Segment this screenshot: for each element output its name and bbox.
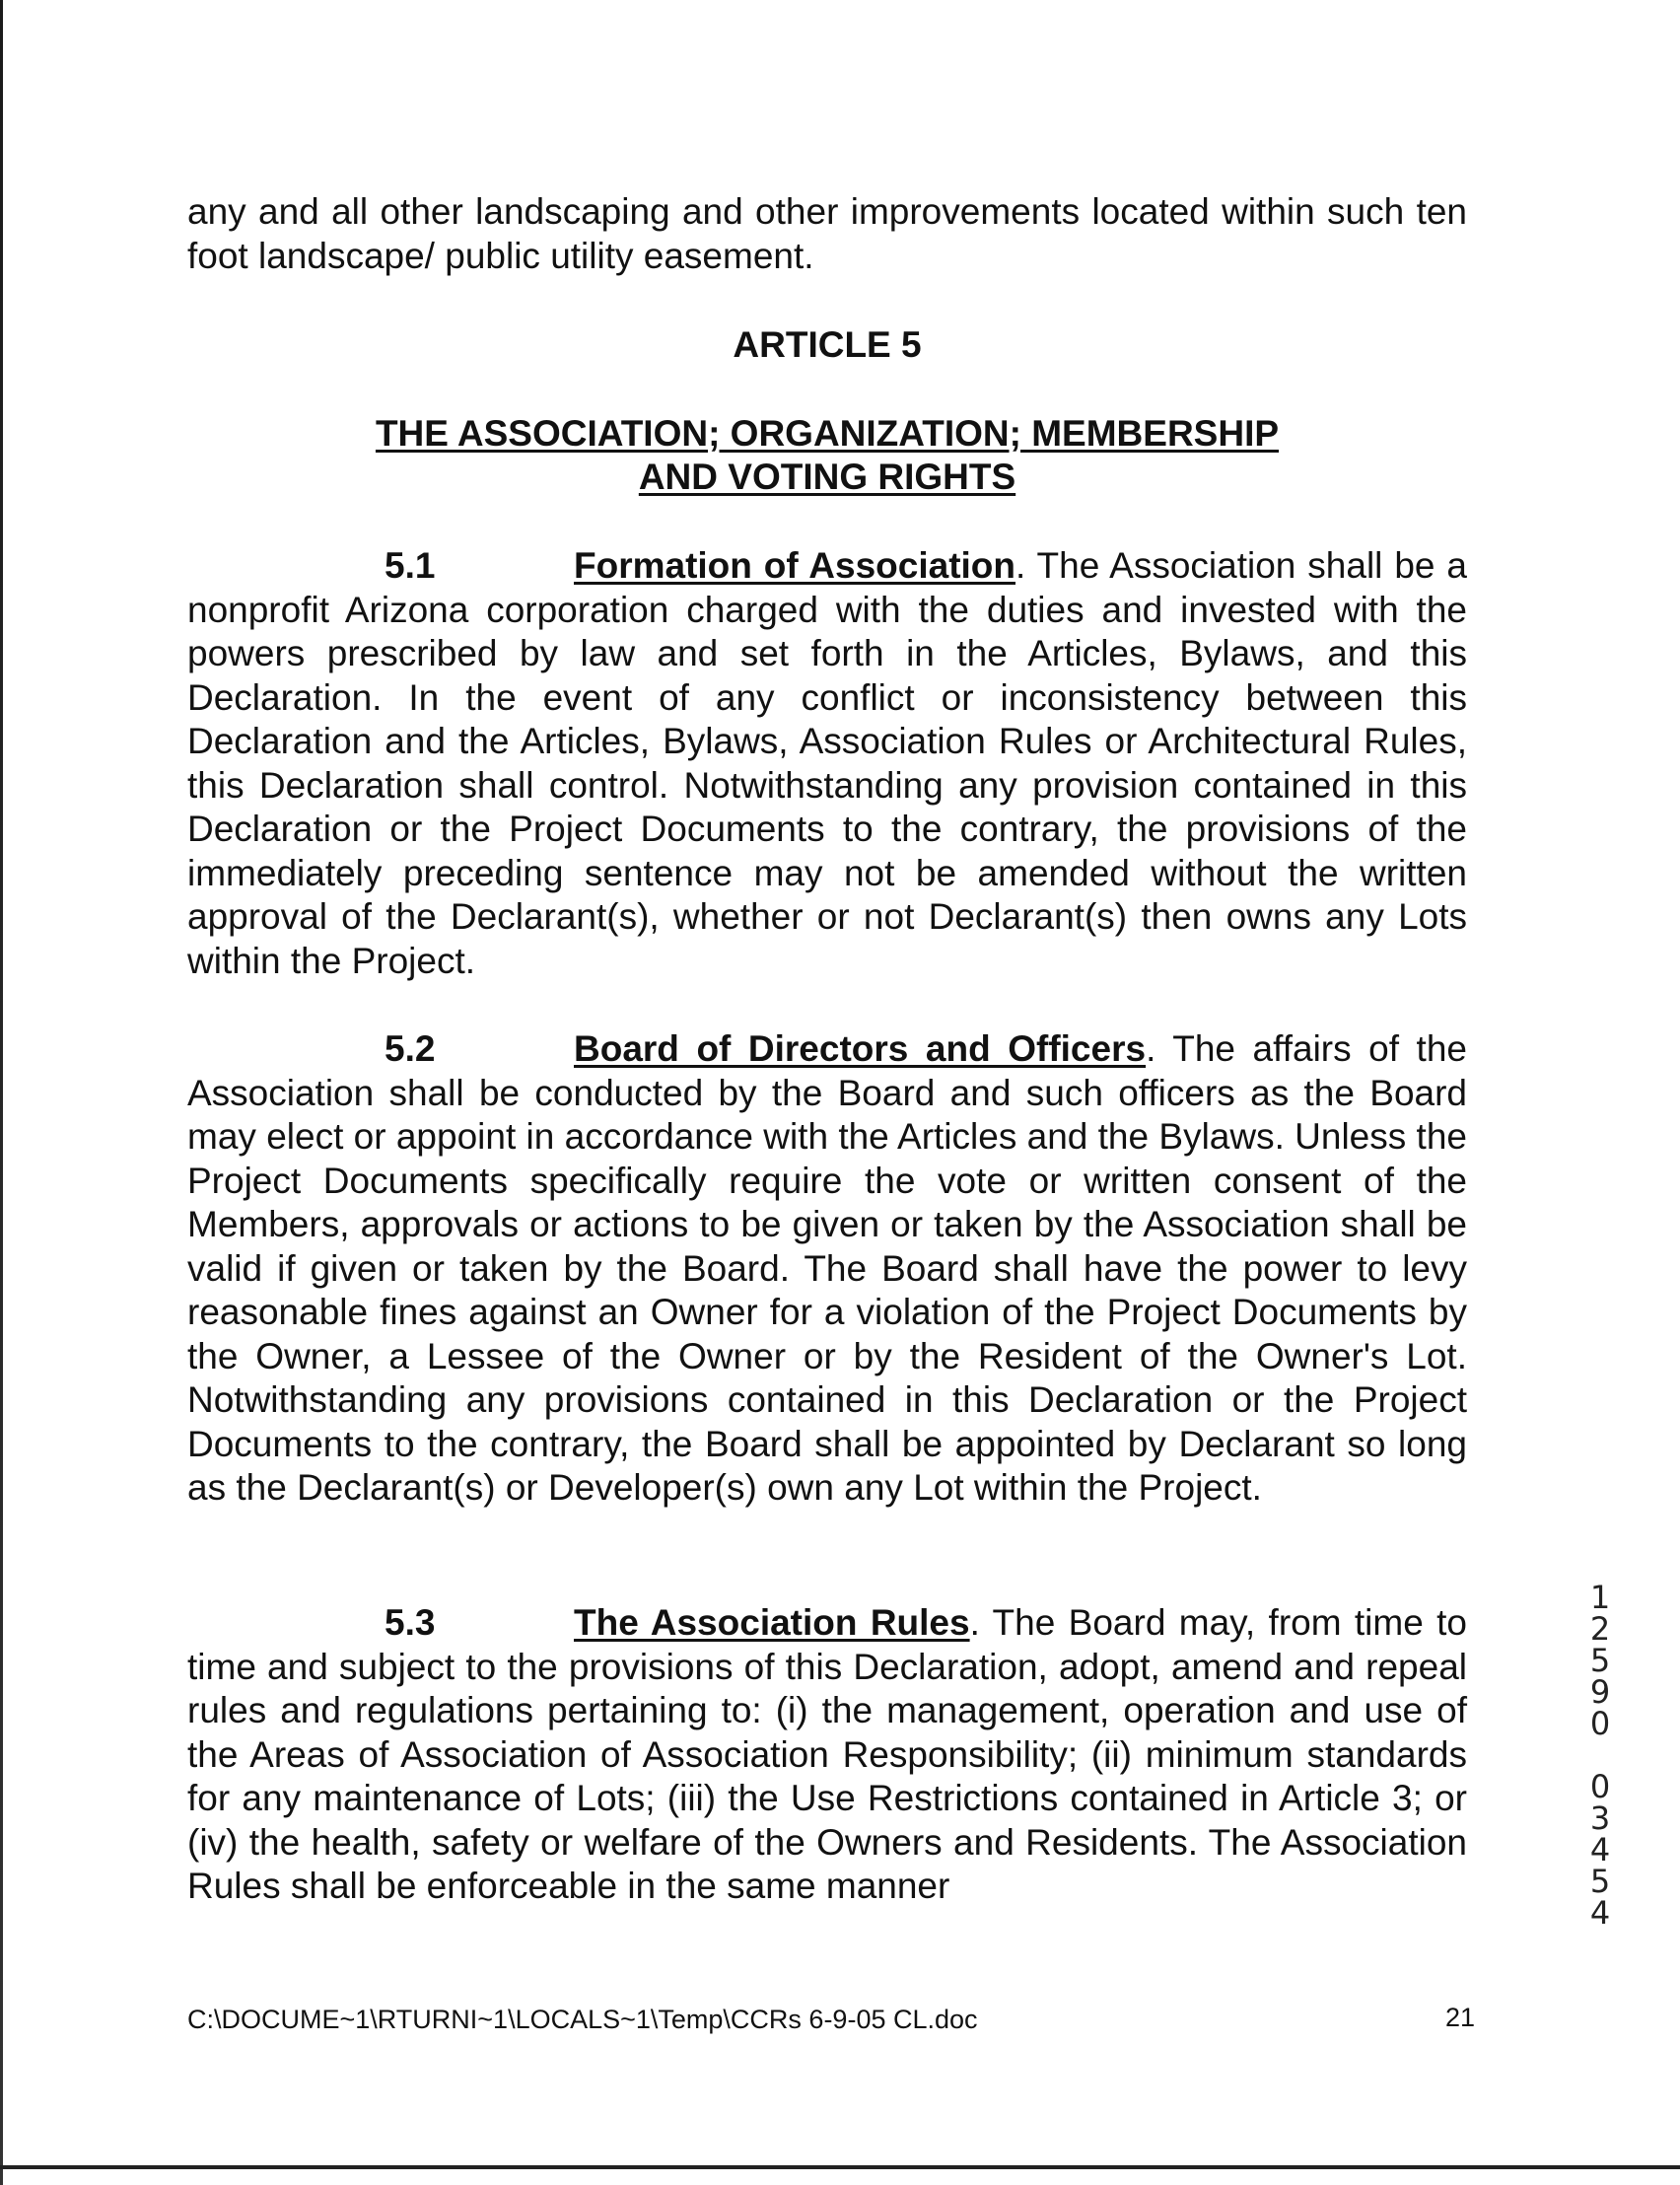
- section-body: . The affairs of the Association shall be conducted by the Board and such officers as the Board may elect or appoint in accordance with the Articles and the Bylaws. Unless the Project Documents specifically require the vote or written consent of the Members, approvals or actions to be given or taken by the Association shall be valid if given or taken by the Board. The Board shall have the power to levy reasonable fines against an Owner for a violation of the Project Documents by the Owner, a Lessee of the Owner or by the Resident of the Owner's Lot. Notwithstanding any provisions contained in this Declaration or the Project Documents to the contrary, the Board shall be appointed by Declarant so long as the Declarant(s) or Developer(s) own any Lot within the Project.: [187, 1028, 1467, 1508]
- page-number: 21: [1445, 2003, 1476, 2032]
- stamp-digit: 5: [1589, 1642, 1611, 1679]
- section-number: 5.2: [385, 1028, 436, 1069]
- article-title-line1: THE ASSOCIATION; ORGANIZATION; MEMBERSHIP: [375, 413, 1280, 454]
- section-body: . The Board may, from time to time and subject to the provisions of this Declaration, adopt, amend and repeal rules and regulations pertaining to: (i) the management, operation and use of the Areas of Association of Association Responsibility; (ii) minimum standards for any maintenance of Lots; (iii) the Use Restrictions contained in Article 3; or (iv) the health, safety or welfare of the Owners and Residents. The Association Rules shall be enforceable in the same manner: [187, 1602, 1468, 1906]
- stamp-digit: [1583, 1739, 1617, 1771]
- stamp-digit: 9: [1589, 1673, 1611, 1711]
- article-title: [187, 412, 1467, 499]
- stamp-digit: 0: [1589, 1768, 1611, 1805]
- article-title-line2: AND VOTING RIGHTS: [638, 457, 1016, 497]
- stamp-digit: 1: [1589, 1579, 1611, 1616]
- section-title: Board of Directors and Officers: [574, 1028, 1147, 1069]
- section-5-1: [187, 544, 1467, 983]
- stamp-digit: 0: [1589, 1705, 1611, 1742]
- stamp-digit: 4: [1589, 1831, 1611, 1868]
- footer-file-path: C:\DOCUME~1\RTURNI~1\LOCALS~1\Temp\CCRs 6-9-05 CL.doc: [187, 2005, 978, 2034]
- section-title: Formation of Association: [574, 545, 1015, 586]
- section-number: 5.1: [385, 545, 436, 586]
- stamp-digit: 4: [1589, 1894, 1611, 1932]
- scan-bottom-edge: [0, 2165, 1680, 2169]
- section-number: 5.3: [385, 1602, 436, 1643]
- intro-paragraph: [187, 190, 1467, 278]
- section-5-2: [187, 1027, 1467, 1511]
- section-body: . The Association shall be a nonprofit Arizona corporation charged with the duties and invested with the powers prescribed by law and set forth in the Articles, Bylaws, and this Declaration. In the event of any conflict or inconsistency between this Declaration and the Articles, Bylaws, Association Rules or Architectural Rules, this Declaration shall control. Notwithstanding any provision contained in this Declaration or the Project Documents to the contrary, the provisions of the immediately preceding sentence may not be amended without the written approval of the Declarant(s), whether or not Declarant(s) then owns any Lots within the Project.: [187, 545, 1467, 981]
- recording-number-stamp: [1583, 1579, 1617, 1932]
- section-title: The Association Rules: [574, 1602, 970, 1643]
- article-label: ARTICLE 5: [733, 324, 922, 365]
- stamp-digit: 3: [1589, 1799, 1611, 1837]
- scan-left-edge: [0, 0, 3, 2185]
- section-5-3: [187, 1601, 1467, 1909]
- intro-text: any and all other landscaping and other improvements located within such ten foot landscape/ public utility easement.: [187, 191, 1467, 276]
- stamp-digit: 5: [1589, 1863, 1611, 1900]
- stamp-digit: 2: [1589, 1610, 1611, 1648]
